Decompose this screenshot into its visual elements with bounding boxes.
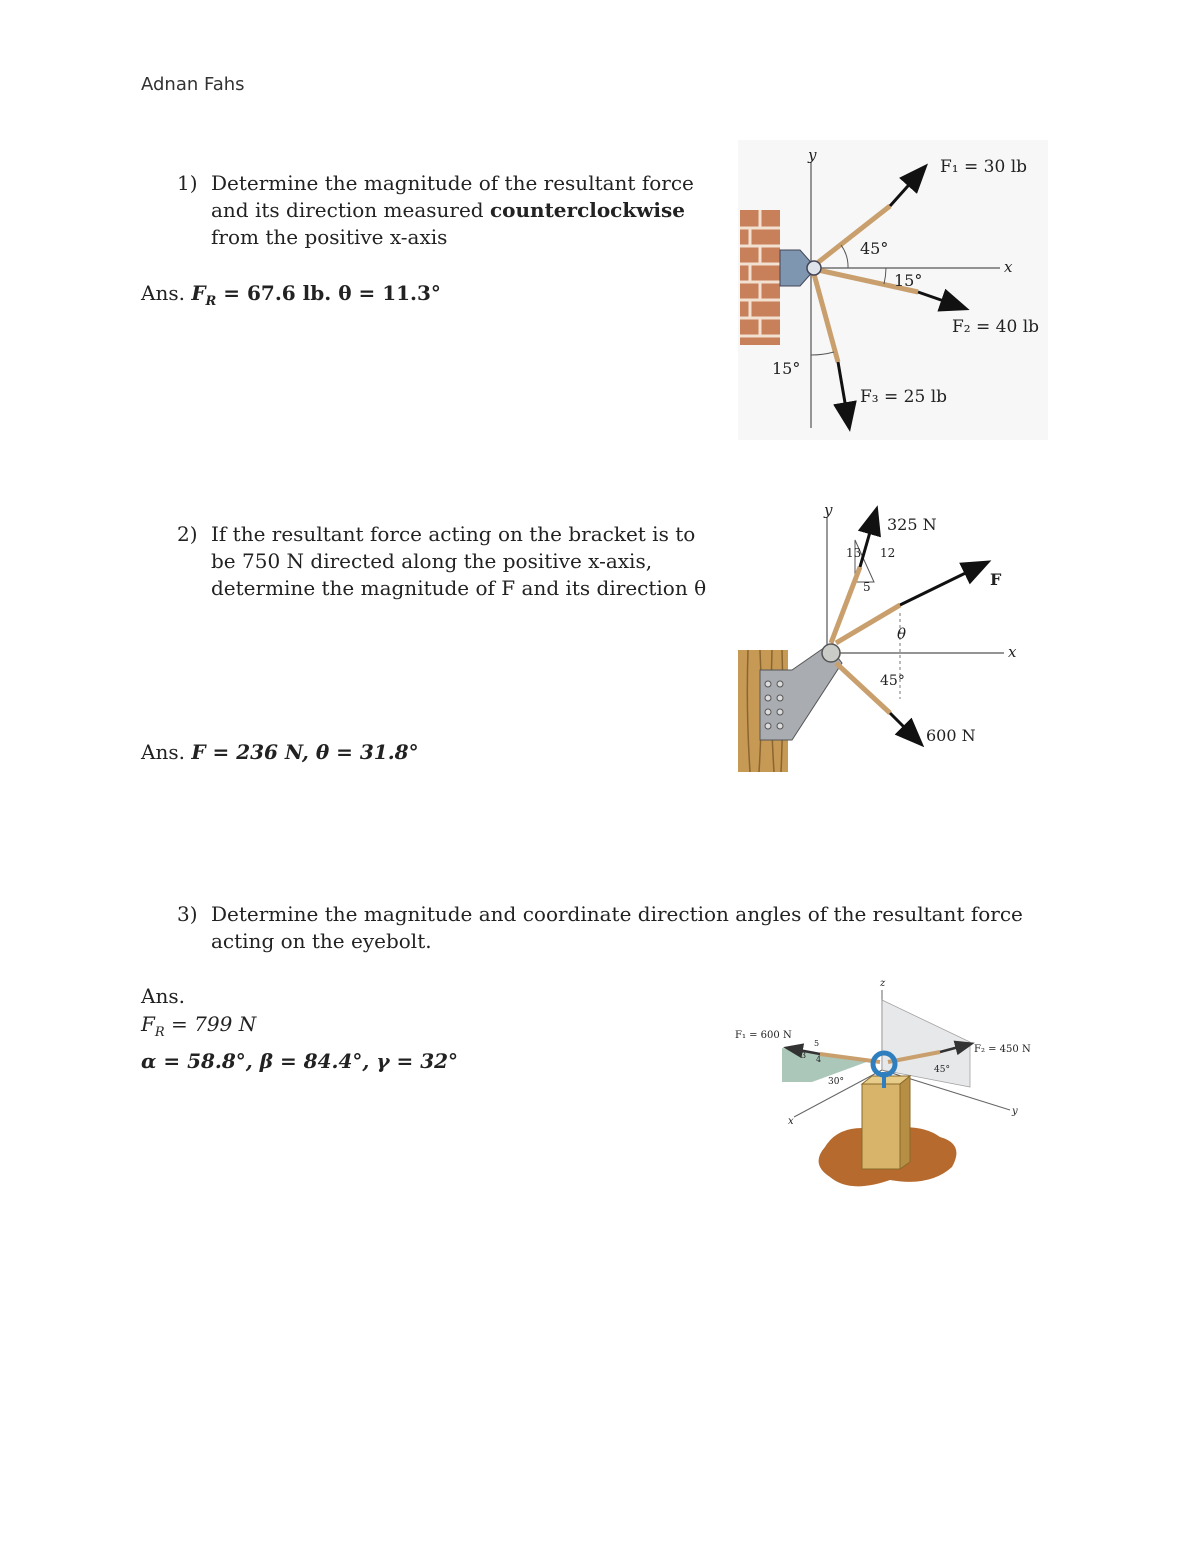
triangle-13-label: 13	[846, 546, 862, 560]
arrow-600	[890, 713, 920, 743]
arrow-f	[900, 563, 986, 605]
force-f1-label: F₁ = 30 lb	[940, 157, 1028, 177]
answer-resultant-line	[141, 1010, 458, 1047]
force-f2-label: F₂ = 40 lb	[952, 317, 1040, 337]
arrow-325	[860, 511, 876, 567]
theta-label: θ	[897, 625, 907, 643]
problem-1-text-bold: counterclockwise	[489, 198, 686, 222]
angle-45-label: 45°	[934, 1065, 950, 1075]
x-axis-label: x	[1004, 258, 1013, 276]
y-axis-label: y	[1012, 1106, 1018, 1117]
figure-1-force-diagram	[738, 140, 1048, 440]
angle-45-label: 45°	[860, 239, 889, 258]
force-f1-label: F₁ = 600 N	[735, 1030, 792, 1041]
figure-3-eyebolt-diagram	[730, 972, 1050, 1202]
y-axis-label: y	[808, 146, 817, 164]
problem-2-body: If the resultant force acting on the bracket is to be 750 N directed along the positive x-axis, determine the magnitude of F and its direction θ	[211, 522, 707, 600]
y-axis-label: y	[824, 501, 833, 519]
pin	[822, 644, 840, 662]
angle-15-right-label: 15°	[894, 271, 923, 290]
x-axis-label: x	[1008, 643, 1017, 661]
problem-2-answer	[141, 738, 419, 766]
problem-3-body: Determine the magnitude and coordinate direction angles of the resultant force acting on the eyebolt.	[211, 902, 1023, 953]
ring	[807, 261, 821, 275]
force-325-label: 325 N	[887, 515, 937, 534]
problem-3-answer	[141, 982, 458, 1075]
answer-angles-line: α = 58.8°, β = 84.4°, γ = 32°	[141, 1049, 459, 1073]
problem-1-text-c: from the positive x-axis	[211, 225, 448, 249]
problem-3-text	[177, 901, 1071, 955]
problem-2-text	[177, 521, 711, 602]
x-axis-label: x	[788, 1116, 794, 1127]
angle-30-label: 30°	[828, 1077, 844, 1087]
force-f3-label: F₃ = 25 lb	[860, 387, 948, 407]
force-f2-label: F₂ = 450 N	[974, 1044, 1031, 1055]
problem-1-text	[177, 170, 731, 251]
answer-value: F = 236 N, θ = 31.8°	[191, 740, 419, 764]
ratio-4-label: 4	[816, 1055, 822, 1064]
answer-value: = 67.6 lb. θ = 11.3°	[216, 281, 441, 305]
force-f-label: F	[990, 570, 1002, 589]
problem-1-number: 1)	[177, 171, 198, 195]
problem-1-answer	[141, 279, 441, 316]
post-side	[900, 1076, 910, 1169]
ratio-3-label: 3	[801, 1051, 807, 1060]
answer-label: Ans.	[141, 984, 185, 1008]
answer-symbol: F	[191, 281, 206, 305]
brick-wall	[740, 210, 780, 345]
answer-symbol: F	[141, 1012, 155, 1036]
problem-1-text-a: Determine the magnitude of the resultant force and its direction measured	[211, 171, 694, 222]
figure-2-bracket-diagram	[730, 495, 1050, 785]
problem-2-number: 2)	[177, 522, 198, 546]
problem-3-number: 3)	[177, 902, 198, 926]
wood-post	[862, 1084, 900, 1169]
answer-magnitude: = 799 N	[164, 1012, 257, 1036]
angle-45-label: 45°	[880, 673, 905, 689]
triangle-12-label: 12	[880, 546, 896, 560]
force-600-label: 600 N	[926, 726, 976, 745]
answer-subscript: R	[205, 294, 217, 309]
angle-15-down-label: 15°	[772, 359, 801, 378]
answer-label: Ans.	[141, 740, 185, 764]
answer-label: Ans.	[141, 281, 185, 305]
ratio-5-label: 5	[814, 1039, 820, 1048]
answer-subscript: R	[154, 1025, 165, 1040]
author-name: Adnan Fahs	[141, 74, 245, 95]
z-axis-label: z	[880, 978, 886, 989]
triangle-5-label: 5	[863, 580, 871, 594]
